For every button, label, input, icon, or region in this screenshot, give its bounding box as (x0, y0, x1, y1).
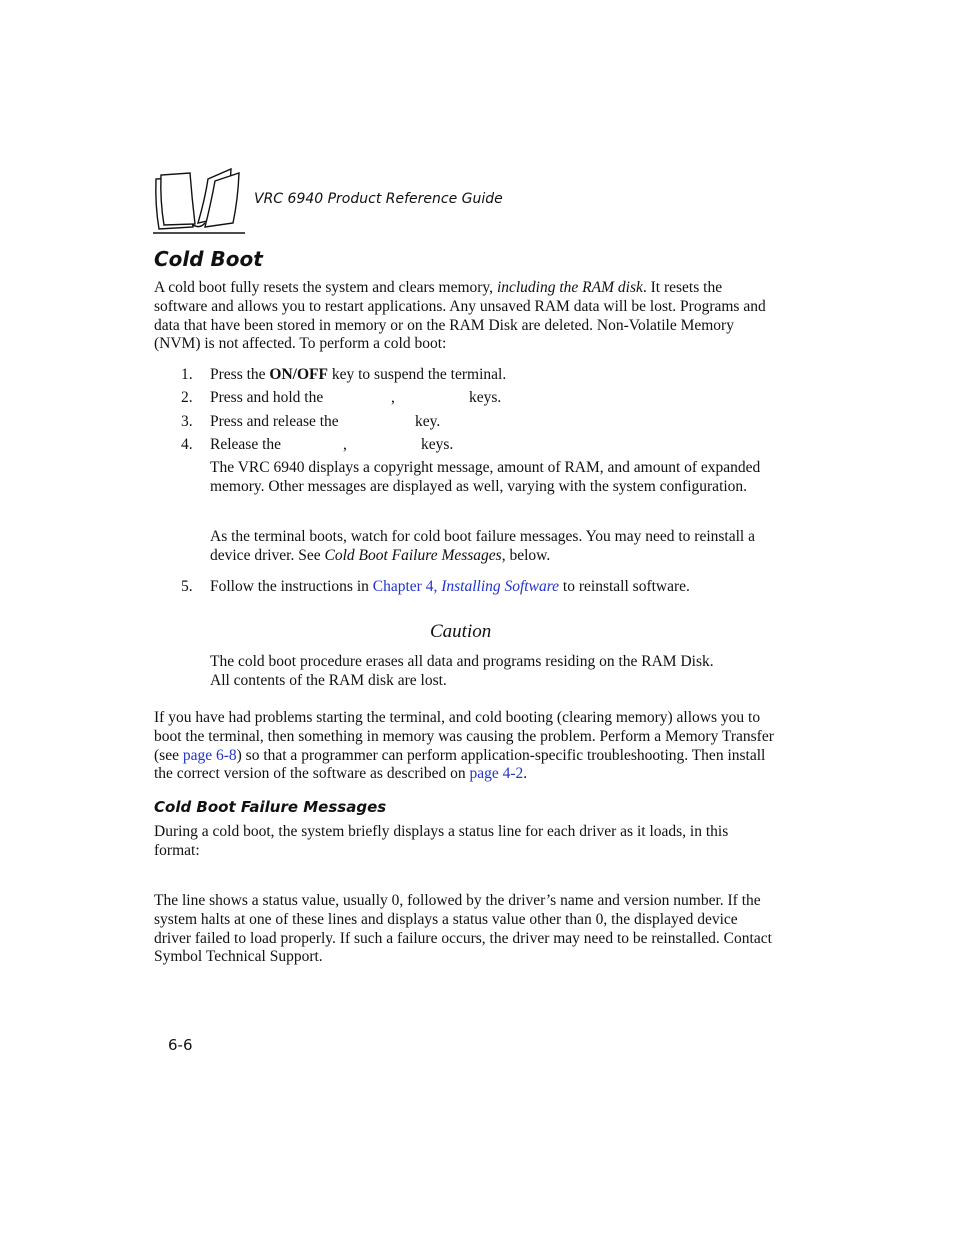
step-4-number: 4. (181, 436, 193, 453)
step-3-pre: Press and release the (210, 413, 339, 430)
intro-text-2: . It resets the software and allows you to restart applications. Any unsaved RAM data will be lost. Programs and data that have been stored in memory or on the RAM Disk are deleted. Non-Volatile Memory (NVM) is not affected. To perform a cold boot: (154, 279, 766, 353)
page-number: 6-6 (168, 1036, 193, 1054)
step-4-note-text-1: As the terminal boots, watch for cold boot failure messages. You may need to reinstall a device driver. See (210, 528, 755, 564)
open-book-icon (153, 167, 245, 235)
step-4-pre: Release the (210, 436, 282, 453)
caution-title: Caution (430, 621, 492, 642)
step-1 (0, 366, 954, 386)
step-2-post: keys. (469, 389, 502, 406)
step-3-number: 3. (181, 413, 193, 430)
subsection-title: Cold Boot Failure Messages (154, 798, 387, 816)
step-5-pre: Follow the instructions in (210, 578, 373, 595)
troubleshooting-text-3: . (523, 765, 528, 783)
step-4-description: The VRC 6940 displays a copyright message, amount of RAM, and amount of expanded memory. Other messages are displayed as well, varying with the system configuration. (210, 459, 761, 495)
step-4-note-reference: Cold Boot Failure Messages (324, 546, 502, 564)
step-4-note (210, 528, 770, 566)
chapter-4-link-label[interactable]: Chapter 4, (372, 578, 442, 595)
step-4-post: keys. (421, 436, 454, 453)
page-4-2-link[interactable]: page 4-2 (469, 765, 524, 783)
intro-paragraph (154, 279, 774, 354)
step-4 (0, 436, 954, 456)
status-description-paragraph: The line shows a status value, usually 0, followed by the driver’s name and version number. If the system halts at one of these lines and displays a status value other than 0, the displayed device driver failed to load properly. If such a failure occurs, the driver may need to be reinstalled. Contact Symbol Technical Support. (154, 892, 772, 966)
step-3-post: key. (415, 413, 441, 430)
status-format-paragraph: During a cold boot, the system briefly displays a status line for each driver as it loads, in this format: (154, 823, 729, 859)
troubleshooting-text-1: If you have had problems starting the terminal, and cold booting (clearing memory) allows you to boot the terminal, then something in memory was causing the problem. Perform a Memory Transfer (see (154, 709, 774, 764)
step-2-number: 2. (181, 389, 193, 406)
step-5-post: to reinstall software. (559, 578, 690, 595)
step-5-number: 5. (181, 578, 193, 595)
section-title: Cold Boot (154, 247, 263, 271)
page-6-8-link[interactable]: page 6-8 (182, 746, 237, 764)
intro-emphasis: including the RAM disk (496, 279, 643, 296)
step-2 (0, 389, 954, 409)
step-2-separator: , (391, 389, 395, 406)
step-4-note-text-2: , below. (501, 546, 551, 564)
step-1-pre: Press the (210, 366, 270, 383)
troubleshooting-paragraph (154, 709, 774, 784)
step-5-text (210, 578, 690, 597)
step-5 (0, 578, 954, 598)
step-1-post: key to suspend the terminal. (327, 366, 507, 383)
step-2-pre: Press and hold the (210, 389, 324, 406)
step-1-text (210, 366, 506, 385)
step-4-separator: , (343, 436, 347, 453)
troubleshooting-text-2: ) so that a programmer can perform application-specific troubleshooting. Then install the correct version of the software as described on (154, 746, 766, 783)
step-1-number: 1. (181, 366, 193, 383)
caution-text: The cold boot procedure erases all data and programs residing on the RAM Disk. All contents of the RAM disk are lost. (210, 653, 714, 689)
intro-text-1: A cold boot fully resets the system and clears memory, (154, 279, 497, 296)
header-title: VRC 6940 Product Reference Guide (254, 191, 503, 207)
installing-software-link-label[interactable]: Installing Software (441, 578, 560, 595)
step-1-key: ON/OFF (269, 366, 328, 383)
step-3 (0, 413, 954, 433)
chapter-4-link[interactable] (373, 578, 559, 595)
